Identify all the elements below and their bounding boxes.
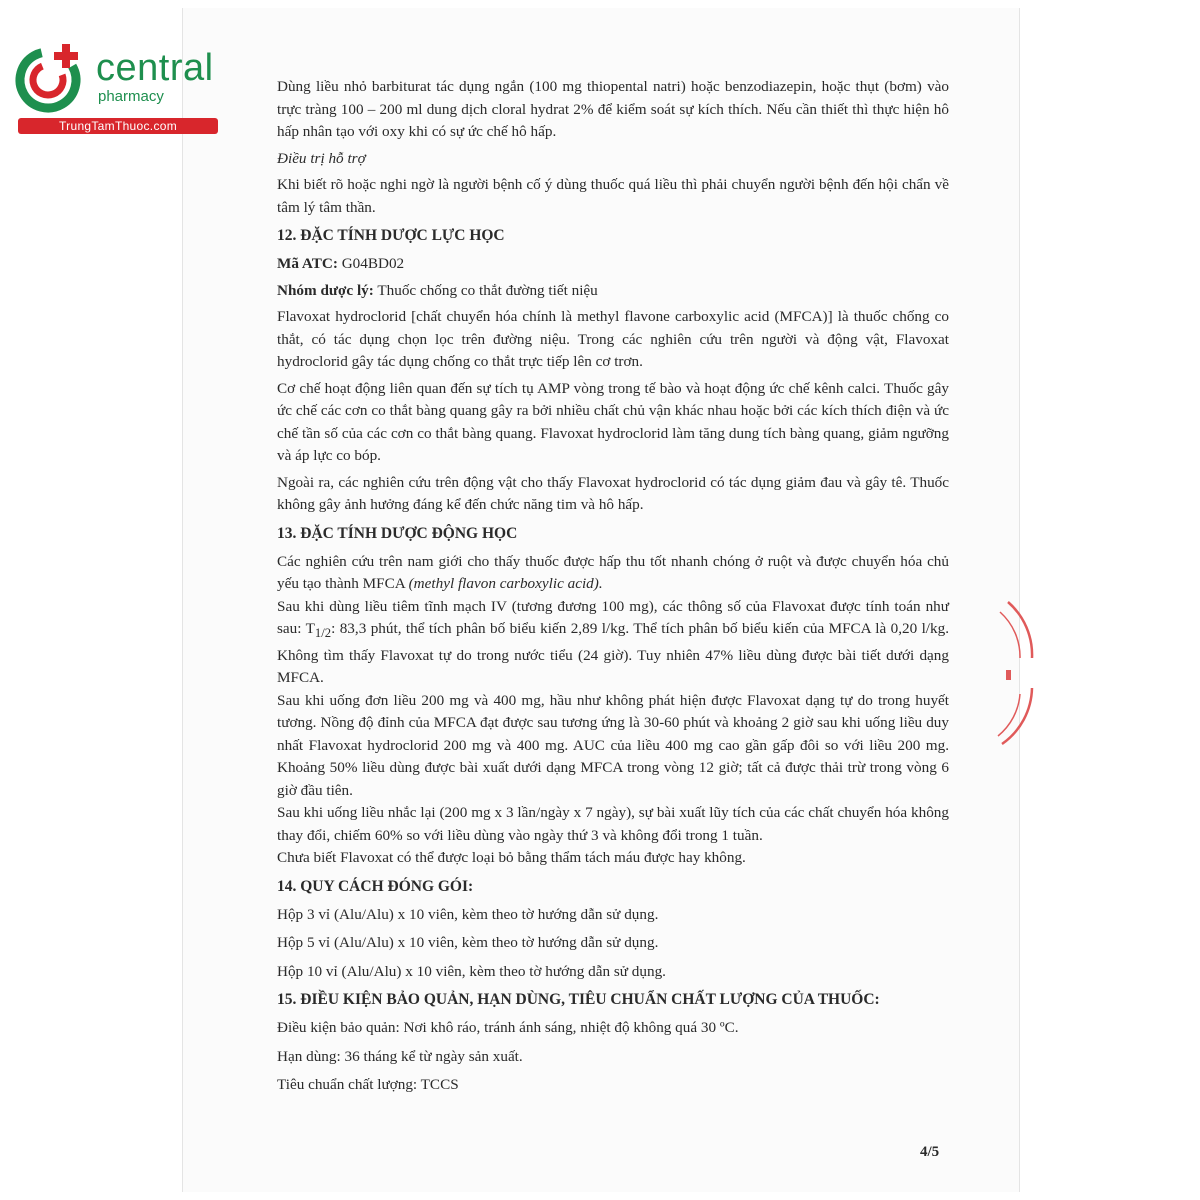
s12-paragraph-1: Flavoxat hydroclorid [chất chuyển hóa chính là methyl flavone carboxylic acid (MFCA)] là thuốc chống co thắt, có tác dụng chọn lọc trên đường niệu. Trong các nghiên cứu trên người và động vật, Flavoxat hydroclorid gây tác dụng chống co thắt trực tiếp lên cơ trơn.: [277, 308, 949, 370]
document-body: [277, 76, 949, 1103]
pharmacy-cross-icon: [10, 38, 90, 118]
s13-paragraph-5: Chưa biết Flavoxat có thể được loại bỏ bằng thẩm tách máu được hay không.: [277, 849, 746, 867]
support-heading: Điều trị hỗ trợ: [277, 149, 366, 167]
pack-item: Hộp 5 vỉ (Alu/Alu) x 10 viên, kèm theo tờ hướng dẫn sử dụng.: [277, 934, 659, 952]
group-label: Nhóm dược lý:: [277, 281, 374, 299]
s13-paragraph-4: Sau khi uống liều nhắc lại (200 mg x 3 lần/ngày x 7 ngày), sự bài xuất lũy tích của các chất chuyển hóa không thay đổi, chiếm 60% so với liều dùng vào ngày thứ 3 và không đổi trong 1 tuần.: [277, 804, 949, 844]
s13-p1-main: Các nghiên cứu trên nam giới cho thấy thuốc được hấp thu tốt nhanh chóng ở ruột và được chuyển hóa chủ yếu tạo thành MFCA: [277, 552, 949, 592]
atc-value: G04BD02: [341, 255, 405, 272]
s13-p2-a: Sau khi dùng liều tiêm tĩnh mạch IV (tương đương 100 mg), các thông số của Flavoxat được tính toán như sau: T: [277, 597, 949, 637]
storage-line: Điều kiện bảo quản: Nơi khô ráo, tránh ánh sáng, nhiệt độ không quá 30 ºC.: [277, 1019, 739, 1037]
s13-p2-sub: 1/2: [314, 626, 332, 641]
brand-site: TrungTamThuoc.com: [18, 118, 218, 134]
s13-p2-b: : 83,3 phút, thể tích phân bố biểu kiến 2,89 l/kg. Thể tích phân bố biểu kiến của MFCA là 0,20 l/kg. Không tìm thấy Flavoxat tự do trong nước tiểu (24 giờ). Tuy nhiên 47% liều dùng được bài tiết dưới dạng MFCA.: [277, 620, 950, 687]
atc-label: Mã ATC:: [277, 255, 338, 272]
s12-paragraph-2: Cơ chế hoạt động liên quan đến sự tích tụ AMP vòng trong tế bào và hoạt động ức chế kênh calci. Thuốc gây ức chế các cơn co thắt bàng quang gây ra bởi nhiều chất chủ vận khác nhau hoặc bởi các kích thích điện và ức chế tần số của các cơn co thắt bàng quang. Flavoxat hydroclorid làm tăng dung tích bàng quang, giảm ngưỡng và áp lực co bóp.: [277, 379, 949, 464]
section-14-heading: 14. QUY CÁCH ĐÓNG GÓI:: [277, 877, 474, 895]
section-13-heading: 13. ĐẶC TÍNH DƯỢC ĐỘNG HỌC: [277, 524, 518, 542]
brand-logo[interactable]: [10, 38, 215, 138]
s13-paragraph-3: Sau khi uống đơn liều 200 mg và 400 mg, hầu như không phát hiện được Flavoxat dạng tự do trong huyết tương. Nồng độ đỉnh của MFCA đạt được sau tương ứng là 30-60 phút và khoảng 2 giờ sau khi uống liều duy nhất Flavoxat hydroclorid 200 mg và 400 mg. AUC của liều 400 mg cao gần gấp đôi so với liều 200 mg. Khoảng 50% liều dùng được bài xuất dưới dạng MFCA trong vòng 12 giờ; tất cả được thải trừ trong vòng 6 giờ đầu tiên.: [277, 691, 949, 799]
brand-name: central: [96, 47, 214, 89]
support-paragraph: Khi biết rõ hoặc nghi ngờ là người bệnh cố ý dùng thuốc quá liều thì phải chuyển người bệnh đến hội chẩn về tâm lý tâm thần.: [277, 176, 949, 216]
shelf-life-line: Hạn dùng: 36 tháng kể từ ngày sản xuất.: [277, 1047, 523, 1065]
group-line: [277, 280, 949, 303]
section-15-heading: 15. ĐIỀU KIỆN BẢO QUẢN, HẠN DÙNG, TIÊU CHUẨN CHẤT LƯỢNG CỦA THUỐC:: [277, 991, 880, 1009]
group-value: Thuốc chống co thắt đường tiết niệu: [377, 281, 598, 299]
pack-item: Hộp 3 vỉ (Alu/Alu) x 10 viên, kèm theo tờ hướng dẫn sử dụng.: [277, 905, 659, 923]
standard-line: Tiêu chuẩn chất lượng: TCCS: [277, 1076, 459, 1094]
s12-paragraph-3: Ngoài ra, các nghiên cứu trên động vật cho thấy Flavoxat hydroclorid có tác dụng giảm đau và gây tê. Thuốc không gây ảnh hưởng đáng kể đến chức năng tim và hô hấp.: [277, 473, 949, 513]
s13-paragraph-1: [277, 551, 949, 596]
red-stamp-icon: [988, 598, 1034, 748]
overdose-paragraph: Dùng liều nhỏ barbiturat tác dụng ngắn (100 mg thiopental natri) hoặc benzodiazepin, hoặc thụt (bơm) vào trực tràng 100 – 200 ml dung dịch cloral hydrat 2% để kiểm soát sự kích thích. Nếu cần thiết thì thực hiện hô hấp nhân tạo với oxy khi có sự ức chế hô hấp.: [277, 78, 949, 140]
atc-line: [277, 253, 949, 276]
brand-sub: pharmacy: [98, 88, 164, 105]
s13-paragraph-2: [277, 596, 949, 690]
page-number: 4/5: [920, 1144, 940, 1160]
pack-item: Hộp 10 vỉ (Alu/Alu) x 10 viên, kèm theo tờ hướng dẫn sử dụng.: [277, 962, 666, 980]
s13-p1-italic: (methyl flavon carboxylic acid).: [408, 575, 603, 592]
section-12-heading: 12. ĐẶC TÍNH DƯỢC LỰC HỌC: [277, 227, 505, 244]
